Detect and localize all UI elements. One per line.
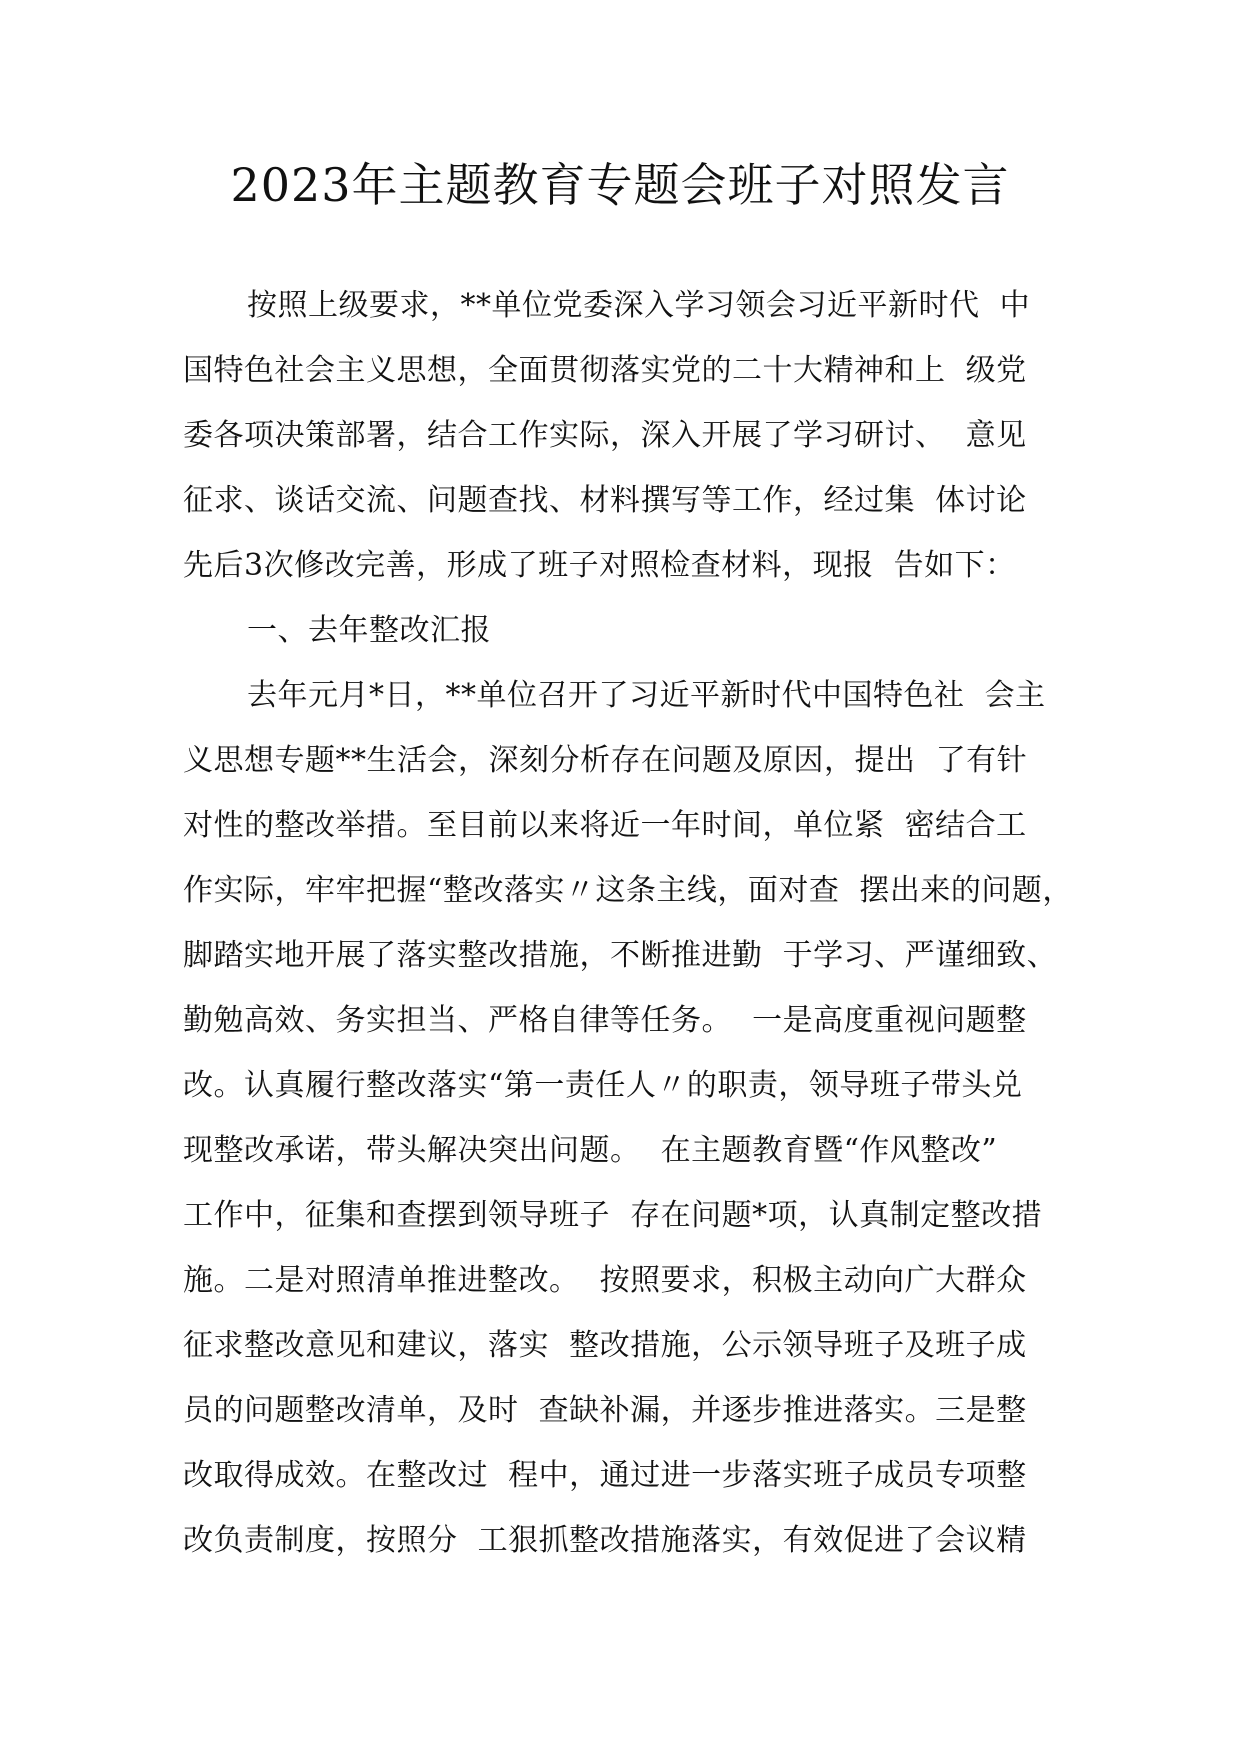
body-text-line: 先后3次修改完善，形成了班子对照检查材料，现报 告如下：: [183, 548, 1016, 583]
body-text-line: 改取得成效。在整改过 程中，通过进一步落实班子成员专项整: [183, 1458, 1027, 1493]
body-text-line: 工作中，征集和查摆到领导班子 存在问题*项，认真制定整改措: [183, 1198, 1043, 1233]
document-title: 2023年主题教育专题会班子对照发言: [230, 158, 1010, 212]
body-text-line: 作实际，牢牢把握“整改落实〃这条主线，面对查 摆出来的问题，: [183, 873, 1073, 908]
body-text-line: 勤勉高效、务实担当、严格自律等任务。 一是高度重视问题整: [183, 1003, 1027, 1038]
body-text-line: 征求、谈话交流、问题查找、材料撰写等工作，经过集 体讨论: [183, 483, 1027, 518]
body-text-line: 对性的整改举措。至目前以来将近一年时间，单位紧 密结合工: [183, 808, 1027, 843]
body-text-line: 去年元月*日，**单位召开了习近平新时代中国特色社 会主: [247, 678, 1046, 713]
body-text-line: 征求整改意见和建议，落实 整改措施，公示领导班子及班子成: [183, 1328, 1027, 1363]
body-text-line: 改。认真履行整改落实“第一责任人〃的职责，领导班子带头兑: [183, 1068, 1023, 1103]
document-body: [183, 273, 1073, 1573]
body-text-line: 员的问题整改清单，及时 查缺补漏，并逐步推进落实。三是整: [183, 1393, 1027, 1428]
body-text-line: 改负责制度，按照分 工狠抓整改措施落实，有效促进了会议精: [183, 1523, 1027, 1558]
body-text-line: 现整改承诺，带头解决突出问题。 在主题教育暨“作风整改”: [183, 1133, 998, 1168]
body-text-line: 按照上级要求，**单位党委深入学习领会习近平新时代 中: [247, 288, 1031, 323]
body-text-line: 国特色社会主义思想，全面贯彻落实党的二十大精神和上 级党: [183, 353, 1027, 388]
body-text-line: 施。二是对照清单推进整改。 按照要求，积极主动向广大群众: [183, 1263, 1027, 1298]
body-text-line: 脚踏实地开展了落实整改措施，不断推进勤 于学习、严谨细致、: [183, 938, 1058, 973]
body-text-line: 义思想专题**生活会，深刻分析存在问题及原因，提出 了有针: [183, 743, 1028, 778]
body-text-line: 一、去年整改汇报: [247, 613, 491, 648]
body-text-line: 委各项决策部署，结合工作实际，深入开展了学习研讨、 意见: [183, 418, 1027, 453]
